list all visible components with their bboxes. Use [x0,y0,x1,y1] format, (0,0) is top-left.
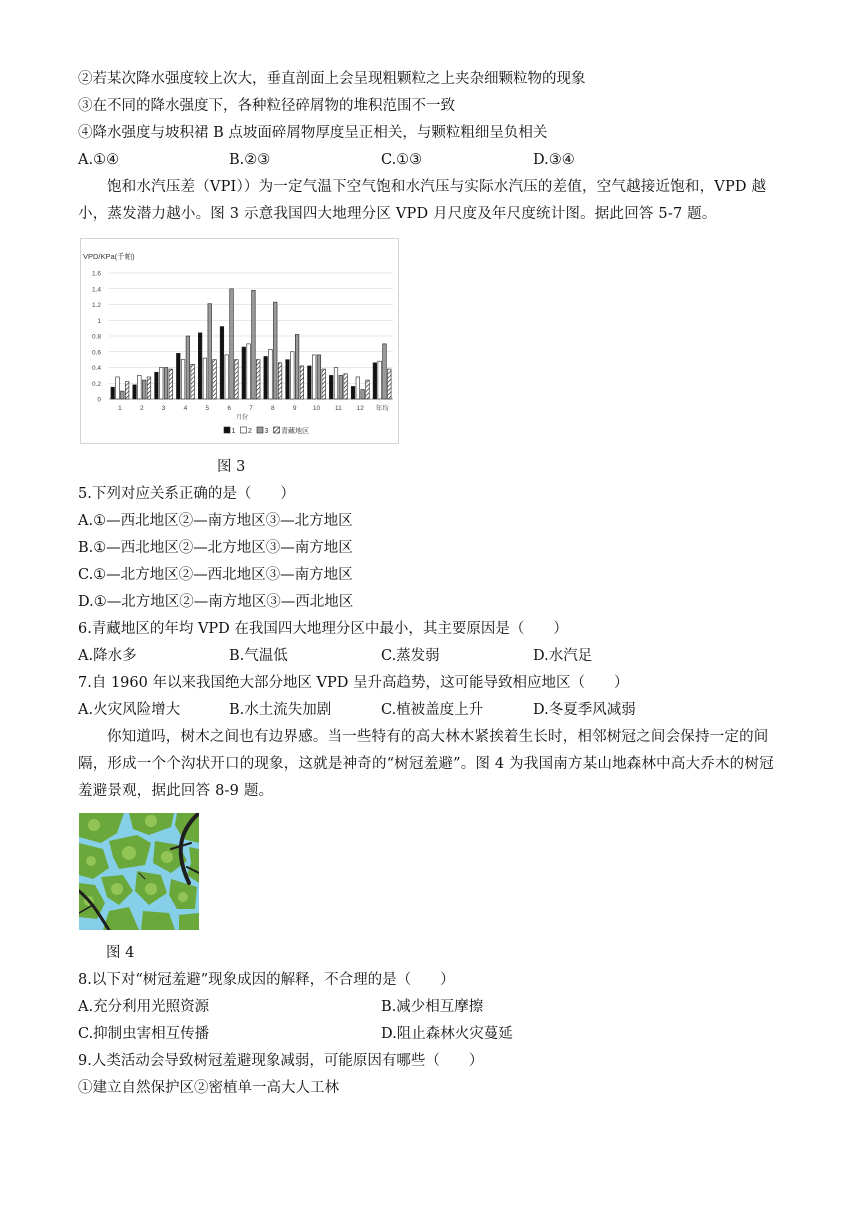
y-tick-label: 0.8 [91,333,101,341]
crown-intro-paragraph: 你知道吗，树木之间也有边界感。当一些特有的高大林木紧挨着生长时，相邻树冠之间会保持一定的间隔，形成一个个沟状开口的现象，这就是神奇的“树冠羞避”。图 4 为我国南方某山地森林中高大乔木的树冠羞避景观，据此回答 8-9 题。 [78,729,774,799]
bar-series3-8 [273,302,277,399]
x-tick-label: 1 [118,405,122,412]
bar-series3-1 [121,391,125,399]
legend-label-4: 青藏地区 [281,427,309,435]
q4-option-a: A.①④ [78,152,120,168]
figure4-crown-shyness-photo [79,813,199,930]
bar-series3-2 [142,380,146,399]
bar-series3-4 [186,336,190,399]
legend-swatch-3 [257,427,263,433]
legend-label-1: 1 [231,427,236,435]
bar-series2-1 [116,377,120,399]
bar-series1-年均 [373,363,377,399]
x-tick-label: 8 [271,405,275,412]
q7-option-b: B.水土流失加剧 [229,702,332,718]
q8-option-a: A.充分利用光照资源 [78,999,210,1015]
bar-series1-3 [155,372,159,399]
bar-series4-7 [256,360,260,399]
q7-option-c: C.植被盖度上升 [381,702,484,718]
x-tick-label: 12 [356,405,364,412]
x-tick-label: 10 [312,405,321,412]
q8-option-b: B.减少相互摩擦 [381,999,484,1015]
legend-label-2: 2 [248,427,252,435]
bar-series2-5 [203,358,207,399]
bar-series1-2 [133,385,137,399]
bar-series1-8 [264,356,268,399]
bar-series1-5 [198,333,202,399]
x-tick-label: 7 [249,405,253,412]
q9-stem: 9.人类活动会导致树冠羞避现象减弱，可能原因有哪些（ ） [78,1053,484,1069]
bar-series4-年均 [387,369,391,399]
figure3-chart [80,238,399,444]
x-tick-label: 6 [227,405,231,412]
bar-series3-年均 [383,344,387,399]
bar-series2-10 [312,355,316,399]
bar-series4-1 [125,382,129,399]
y-axis-label: VPD/KPa(千帕) [83,252,135,261]
bar-series1-6 [220,327,224,399]
bar-series3-7 [252,290,256,399]
q8-option-c: C.抑制虫害相互传播 [78,1026,210,1042]
bar-series2-12 [356,377,360,399]
bar-series2-11 [334,368,338,400]
legend-swatch-2 [241,427,247,433]
bar-series1-10 [308,366,312,399]
q7-option-d: D.冬夏季风减弱 [533,702,636,718]
q6-option-d: D.水汽足 [533,648,593,664]
vpd-intro-paragraph: 饱和水汽压差（VPI））为一定气温下空气饱和水汽压与实际水汽压的差值，空气越接近饱和，VPD 越小，蒸发潜力越小。图 3 示意我国四大地理分区 VPD 月尺度及年尺度统计图。据此回答 5-7 题。 [78,179,767,222]
bar-series4-4 [191,364,195,399]
bar-series4-11 [344,374,348,399]
bar-series4-12 [366,380,370,399]
x-tick-label: 年均 [375,405,389,412]
bar-series4-10 [322,369,326,399]
bar-series1-12 [351,386,355,399]
q6-option-b: B.气温低 [229,648,288,664]
q4-statement-2: ②若某次降水强度较上次大，垂直剖面上会呈现粗颗粒之上夹杂细颗粒物的现象 [78,71,586,87]
bar-series2-6 [225,355,229,399]
x-tick-label: 4 [183,405,188,412]
bar-series2-8 [269,349,273,399]
bar-series1-9 [286,360,290,399]
q9-statements: ①建立自然保护区②密植单一高大人工林 [78,1080,339,1096]
bar-series4-2 [147,377,151,399]
bar-series2-2 [138,375,142,399]
bar-series2-7 [247,344,251,399]
bar-series3-10 [317,355,321,399]
q4-statement-3: ③在不同的降水强度下，各种粒径碎屑物的堆积范围不一致 [78,98,455,114]
x-tick-label: 11 [335,405,342,412]
x-tick-label: 5 [205,405,210,412]
bar-series2-9 [290,352,294,399]
x-tick-label: 3 [161,405,166,412]
figure4-caption: 图 4 [106,945,135,961]
bar-series1-7 [242,347,246,399]
q5-option-c: C.①—北方地区②—西北地区③—南方地区 [78,567,353,583]
legend-swatch-4 [274,427,280,433]
x-tick-label: 9 [292,405,297,412]
y-tick-label: 0.6 [91,349,101,357]
bar-series3-6 [230,289,234,399]
legend-swatch-1 [224,427,230,433]
q5-option-a: A.①—西北地区②—南方地区③—北方地区 [78,513,353,529]
q4-statement-4: ④降水强度与坡积裙 B 点坡面碎屑物厚度呈正相关，与颗粒粗细呈负相关 [78,125,548,141]
bar-series1-1 [111,387,115,399]
y-tick-label: 0.4 [91,365,101,372]
q7-stem: 7.自 1960 年以来我国绝大部分地区 VPD 呈升高趋势，这可能导致相应地区（ ） [78,675,629,691]
q5-option-b: B.①—西北地区②—北方地区③—南方地区 [78,540,353,556]
q5-option-d: D.①—北方地区②—南方地区③—西北地区 [78,594,354,610]
q8-option-d: D.阻止森林火灾蔓延 [381,1026,513,1042]
bar-series4-6 [235,360,239,399]
q5-stem: 5.下列对应关系正确的是（ ） [78,486,295,502]
q6-option-c: C.蒸发弱 [381,648,440,664]
y-tick-label: 1 [97,317,101,325]
q6-stem: 6.青藏地区的年均 VPD 在我国四大地理分区中最小，其主要原因是（ ） [78,621,568,637]
q7-option-a: A.火灾风险增大 [78,702,181,718]
bar-series4-3 [169,369,173,399]
bar-series3-11 [339,375,343,399]
y-tick-label: 0.2 [91,380,101,388]
bar-series2-4 [181,360,185,399]
q4-option-d: D.③④ [533,152,575,168]
bar-series3-12 [361,390,365,399]
y-tick-label: 1.4 [91,286,101,294]
q8-stem: 8.以下对“树冠羞避”现象成因的解释，不合理的是（ ） [78,972,455,988]
bar-series4-9 [300,366,304,399]
bar-series4-5 [213,360,217,399]
x-axis-label: 月份 [235,415,249,421]
bar-series2-3 [159,368,163,400]
bar-series3-3 [164,368,168,400]
q4-option-b: B.②③ [229,152,271,168]
q4-option-c: C.①③ [381,152,423,168]
q6-option-a: A.降水多 [78,648,137,664]
x-tick-label: 2 [139,405,144,412]
y-tick-label: 0 [97,396,101,404]
y-tick-label: 1.2 [91,302,101,309]
figure3-caption: 图 3 [217,459,246,475]
bar-series4-8 [278,363,282,399]
bar-series3-5 [208,304,212,399]
y-tick-label: 1.6 [91,270,101,278]
bar-series1-11 [329,375,333,399]
bar-series1-4 [176,353,180,399]
bar-series3-9 [295,334,299,399]
legend-label-3: 3 [264,427,269,435]
bar-series2-年均 [378,361,382,399]
vpd-bar-chart [81,239,398,443]
